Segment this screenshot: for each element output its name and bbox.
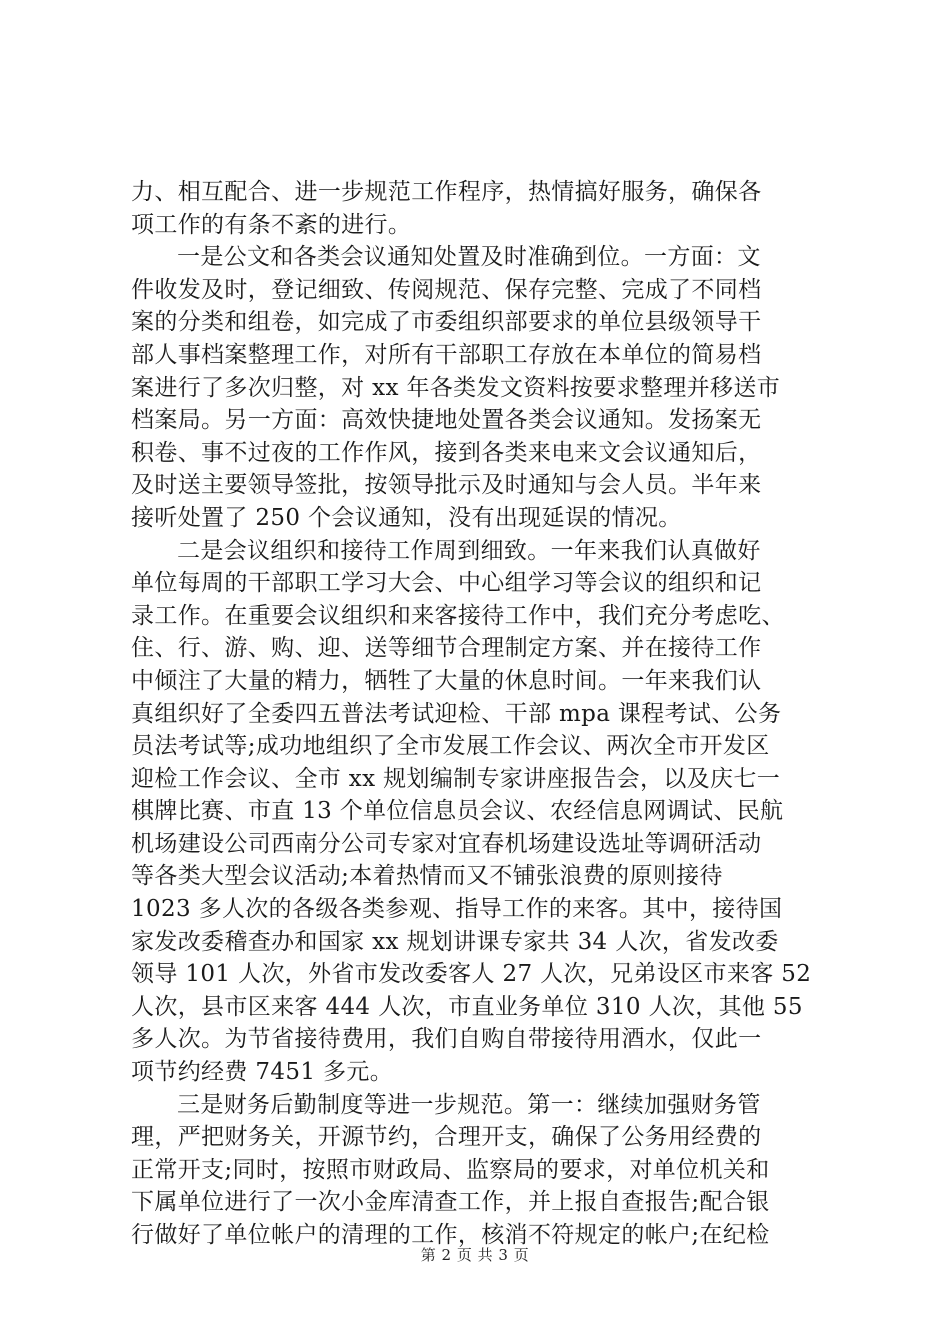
text-line: 录工作。在重要会议组织和来客接待工作中，我们充分考虑吃、 [131, 602, 785, 629]
page-footer: 第 2 页 共 3 页 [420, 1246, 530, 1264]
text-line: 领导 101 人次，外省市发改委客人 27 人次，兄弟设区市来客 52 [131, 961, 812, 988]
text-line: 1023 多人次的各级各类参观、指导工作的来客。其中，接待国 [131, 896, 783, 923]
text-line: 家发改委稽查办和国家 xx 规划讲课专家共 34 人次，省发改委 [131, 928, 779, 955]
text-line: 人次，县市区来客 444 人次，市直业务单位 310 人次，其他 55 [131, 993, 803, 1020]
text-line: 项工作的有条不紊的进行。 [131, 211, 412, 238]
text-line: 二是会议组织和接待工作周到细致。一年来我们认真做好 [177, 537, 761, 564]
text-line: 员法考试等;成功地组织了全市发展工作会议、两次全市开发区 [131, 733, 770, 760]
text-line: 力、相互配合、进一步规范工作程序，热情搞好服务，确保各 [131, 179, 762, 205]
text-line: 中倾注了大量的精力，牺牲了大量的休息时间。一年来我们认 [131, 667, 762, 694]
text-line: 一是公文和各类会议通知处置及时准确到位。一方面：文 [177, 244, 761, 271]
text-line: 及时送主要领导签批，按领导批示及时通知与会人员。半年来 [131, 472, 762, 499]
document-body [131, 176, 831, 1252]
text-line: 三是财务后勤制度等进一步规范。第一：继续加强财务管 [177, 1091, 761, 1118]
text-line: 理，严把财务关，开源节约，合理开支，确保了公务用经费的 [131, 1124, 762, 1151]
text-line: 接听处置了 250 个会议通知，没有出现延误的情况。 [131, 504, 682, 531]
text-line: 案进行了多次归整，对 xx 年各类发文资料按要求整理并移送市 [131, 374, 781, 401]
text-line: 机场建设公司西南分公司专家对宜春机场建设选址等调研活动 [131, 830, 762, 857]
text-line: 档案局。另一方面：高效快捷地处置各类会议通知。发扬案无 [131, 407, 762, 434]
text-line: 件收发及时，登记细致、传阅规范、保存完整、完成了不同档 [131, 276, 762, 303]
text-line: 案的分类和组卷，如完成了市委组织部要求的单位县级领导干 [131, 309, 762, 336]
text-line: 棋牌比赛、市直 13 个单位信息员会议、农经信息网调试、民航 [131, 798, 784, 825]
text-line: 项节约经费 7451 多元。 [131, 1059, 394, 1086]
text-line: 正常开支;同时，按照市财政局、监察局的要求，对单位机关和 [131, 1156, 770, 1183]
text-line: 住、行、游、购、迎、送等细节合理制定方案、并在接待工作 [131, 635, 762, 662]
text-line: 真组织好了全委四五普法考试迎检、干部 mpa 课程考试、公务 [131, 700, 782, 727]
text-line: 积卷、事不过夜的工作作风，接到各类来电来文会议通知后， [131, 439, 762, 466]
text-line: 下属单位进行了一次小金库清查工作，并上报自查报告;配合银 [131, 1189, 770, 1216]
text-line: 等各类大型会议活动;本着热情而又不铺张浪费的原则接待 [131, 863, 723, 890]
text-line: 行做好了单位帐户的清理的工作，核消不符规定的帐户;在纪检 [131, 1222, 770, 1248]
text-line: 迎检工作会议、全市 xx 规划编制专家讲座报告会，以及庆七一 [131, 765, 781, 792]
text-line: 多人次。为节省接待费用，我们自购自带接待用酒水，仅此一 [131, 1026, 762, 1053]
text-line: 单位每周的干部职工学习大会、中心组学习等会议的组织和记 [131, 570, 762, 597]
text-line: 部人事档案整理工作，对所有干部职工存放在本单位的简易档 [131, 341, 762, 368]
